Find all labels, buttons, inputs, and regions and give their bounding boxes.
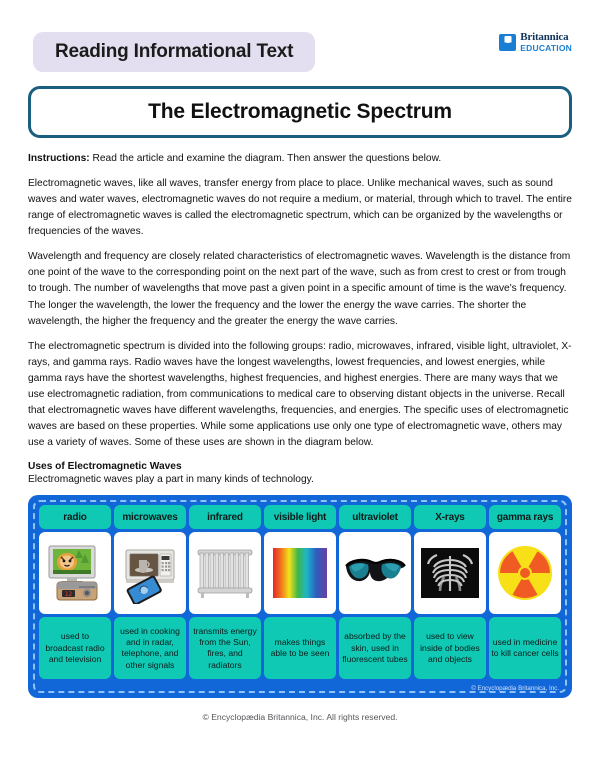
spectrum-column-infrared	[189, 505, 261, 679]
spectrum-label-visible-light: visible light	[264, 505, 336, 529]
instructions-line	[28, 152, 572, 167]
spectrum-label-gamma-rays: gamma rays	[489, 505, 561, 529]
spectrum-desc-x-rays: used to view inside of bodies and objects	[414, 617, 486, 679]
paragraph-3: The electromagnetic spectrum is divided into the following groups: radio, microwaves, infrared, visible light, ultraviolet, X-rays, and gamma rays. Radio waves have the longest wavelengths, lowest frequencies, and lowest energies, while gamma rays have the shortest wavelengths, highest frequencies, and highest energies. There are many ways that we use electromagnetic radiation, from communications to medical care to observing distant objects in the universe. Recall that electromagnetic waves have different wavelengths, frequencies, and energies. The specific uses of electromagnetic waves are based on these properties. While some applications use only one type of electromagnetic wave, others may use a variety of waves. Some of these uses are shown in the diagram below.	[28, 340, 572, 449]
brand-wordmark	[520, 32, 572, 53]
chest-xray-icon	[414, 532, 486, 614]
spectrum-grid	[33, 500, 567, 693]
page-header	[0, 0, 600, 86]
paragraph-1: Electromagnetic waves, like all waves, transfer energy from place to place. Unlike mechanical waves, such as sound waves and water waves, electromagnetic waves do not require a medium, or material, through which to travel. The entire range of electromagnetic waves is called the electromagnetic spectrum, which can be organized by the wavelengths or frequencies of the waves.	[28, 177, 572, 238]
radiation-hazard-icon	[489, 532, 561, 614]
instructions-text: Read the article and examine the diagram. Then answer the questions below.	[89, 153, 442, 164]
article-content	[28, 138, 572, 487]
svg-text:12: 12	[64, 591, 73, 599]
spectrum-diagram	[28, 495, 572, 698]
spectrum-column-visible-light	[264, 505, 336, 679]
section-heading: Uses of Electromagnetic Waves	[28, 460, 182, 472]
radiator-icon	[189, 532, 261, 614]
spectrum-column-gamma-rays	[489, 505, 561, 679]
spectrum-desc-radio: used to broadcast radio and television	[39, 617, 111, 679]
spectrum-label-ultraviolet: ultraviolet	[339, 505, 411, 529]
sunglasses-icon	[339, 532, 411, 614]
spectrum-label-radio: radio	[39, 505, 111, 529]
spectrum-label-microwaves: microwaves	[114, 505, 186, 529]
britannica-logo	[499, 32, 572, 53]
brand-name: Britannica	[520, 31, 569, 43]
category-badge: Reading Informational Text	[33, 32, 315, 72]
title-box	[28, 86, 572, 138]
spectrum-desc-infrared: transmits energy from the Sun, fires, and radiators	[189, 617, 261, 679]
diagram-credit: © Encyclopædia Britannica, Inc.	[471, 685, 559, 693]
spectrum-label-x-rays: X-rays	[414, 505, 486, 529]
spectrum-label-infrared: infrared	[189, 505, 261, 529]
spectrum-column-microwaves	[114, 505, 186, 679]
spectrum-column-ultraviolet	[339, 505, 411, 679]
page-footer: © Encyclopædia Britannica, Inc. All rights reserved.	[202, 712, 398, 723]
section-subline: Electromagnetic waves play a part in many kinds of technology.	[28, 473, 314, 485]
television-and-radio-icon	[39, 532, 111, 614]
spectrum-column-x-rays	[414, 505, 486, 679]
brand-sub: EDUCATION	[520, 43, 572, 53]
spectrum-desc-gamma-rays: used in medicine to kill cancer cells	[489, 617, 561, 679]
spectrum-desc-ultraviolet: absorbed by the skin, used in fluorescent tubes	[339, 617, 411, 679]
spectrum-desc-microwaves: used in cooking and in radar, telephone, and other signals	[114, 617, 186, 679]
microwave-oven-and-phone-icon	[114, 532, 186, 614]
britannica-thistle-icon	[499, 34, 516, 51]
rainbow-spectrum-icon	[264, 532, 336, 614]
spectrum-column-radio	[39, 505, 111, 679]
spectrum-desc-visible-light: makes things able to be seen	[264, 617, 336, 679]
paragraph-2: Wavelength and frequency are closely related characteristics of electromagnetic waves. Wavelength is the distance from one point of the wave to the corresponding point on the next part of the wave, such as from crest to crest or from trough to trough. The number of wavelengths that move past a given point in a specific amount of time is the wave's frequency. The longer the wavelength, the lower the frequency and the lower the energy the wave carries. The shorter the wavelength, the higher the frequency and the greater the energy the wave carries.	[28, 251, 571, 327]
instructions-label: Instructions:	[28, 153, 90, 164]
page-title: The Electromagnetic Spectrum	[148, 100, 452, 123]
